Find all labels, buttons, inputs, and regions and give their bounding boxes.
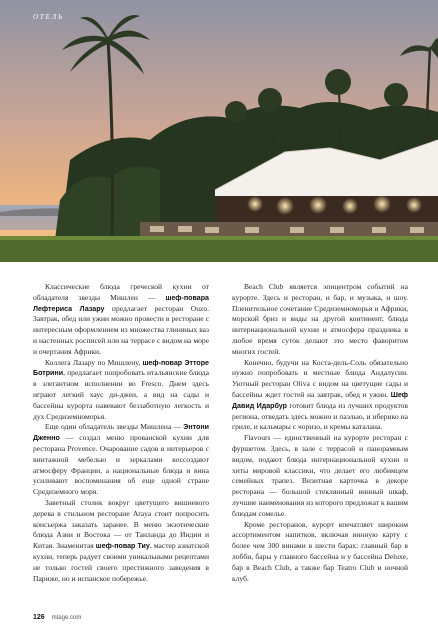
paragraph-text: предлагает ресторан Ouzo. Завтрак, обед или ужин можно провести в ресторане с интересным оформлением из множества глиняных ваз и настенных росписей или на террасе с видом на море и очертания Африки.: [33, 303, 209, 356]
website-label: mtage.com: [51, 615, 82, 621]
section-label: ОТЕЛЬ: [33, 13, 65, 21]
chef-name-bold: шеф-повар Тиу: [95, 542, 150, 551]
chef-name-bold: шеф-повара Лефтериса Лазару: [33, 293, 209, 313]
article-paragraph: [33, 498, 209, 584]
paragraph-text: Beach Club является эпицентром событий на курорте. Здесь и ресторан, и бар, и музыка, и шоу. Пленительное сочетание Средиземноморья и Африки, морской бриз и виды на другой континент, блюда интернациональной кухни и атмосфера праздника в любое время суток делают это место фаворитом многих гостей.: [232, 282, 408, 356]
paragraph-text: Коллега Лазару по Мишлену,: [45, 357, 143, 367]
article-paragraph: [232, 358, 408, 434]
paragraph-text: Еще один обладатель звезды Мишлена —: [45, 422, 184, 432]
paragraph-text: Заветный столик вокруг цветущего вишневого дерева в стильном ресторане Araya стоит попросить консьержа заказать заранее. В меню экзотические блюда Азии и Востока — от Таиланда до Индии и Китая. Знаменитая: [33, 497, 209, 551]
chef-name-bold: Энтони Дженно: [33, 423, 209, 443]
article-paragraph: [232, 282, 408, 358]
article-paragraph: [232, 433, 408, 519]
paragraph-text: — создал меню прованской кухни для ресторана Provence. Очарование садов и интерьеров с винтажной мебелью и зеркалами воссоздают атмосферу Франции, а национальные блюда и вина усиливают воспоминания об еще одной стране Средиземного моря.: [33, 433, 209, 497]
paragraph-text: готовит блюда из лучших продуктов региона, отведать здесь можно и паэлью, и иберико на гриле, и кальмары с чоризо, и кремы каталана.: [232, 400, 408, 432]
article-paragraph: [33, 358, 209, 423]
page-footer: [33, 614, 81, 621]
page-number: 126: [33, 614, 45, 621]
paragraph-text: , мастер азиатской кухни, теперь радует своими уникальными рецептами не только гостей своего престижного заведения в Париже, но и испанское побережье.: [33, 541, 209, 583]
chef-name-bold: шеф-повар Этторе Ботрини: [33, 358, 209, 378]
paragraph-text: , предлагает попробовать итальянские блюда в элегантном исполнении во Fresco. Днем здесь играют легкий хаус ди-джеи, а вид на сады и бассейны курорта навевают беззаботную легкость и дух Средиземноморья.: [33, 368, 209, 421]
article-paragraph: [33, 422, 209, 498]
article-paragraph: [232, 520, 408, 585]
article-column-left: [33, 282, 209, 584]
article-column-right: [232, 282, 408, 584]
chef-name-bold: Шеф Давид Идарбур: [232, 390, 408, 410]
paragraph-text: Flavours — единственный на курорте ресторан с фуршетом. Здесь, в зале с террасой и панорамным видом, подают блюда интернациональной кухни и хиты мировой классики, что делает его любимцем семейных трапез. Визитная карточка в декоре ресторана — большой стеклянный винный шкаф, лучшие наименования из которого предложат к вашим блюдам сомелье.: [232, 433, 408, 518]
hero-photo: [0, 0, 438, 262]
article-paragraph: [33, 282, 209, 358]
resort-sunset-photo: [0, 0, 438, 262]
paragraph-text: Конечно, будучи на Коста-дель-Соль обязательно нужно попробовать и местные блюда Андалусии. Уютный ресторан Oliva с видом на цветущие сады и бассейны ждет гостей на завтрак, обед и ужин.: [232, 357, 408, 399]
paragraph-text: Кроме ресторанов, курорт впечатляет широким ассортиментом напитков, включая винную карту с более чем 300 винами в шести барах: главный бар в лобби, бары у главного бассейна и у бассейна Deluxe, бар в Beach Club, а также бар Teatro Club и ночной клуб.: [232, 519, 408, 583]
paragraph-text: Классические блюда греческой кухни от обладателя звезды Мишлен —: [33, 282, 209, 302]
